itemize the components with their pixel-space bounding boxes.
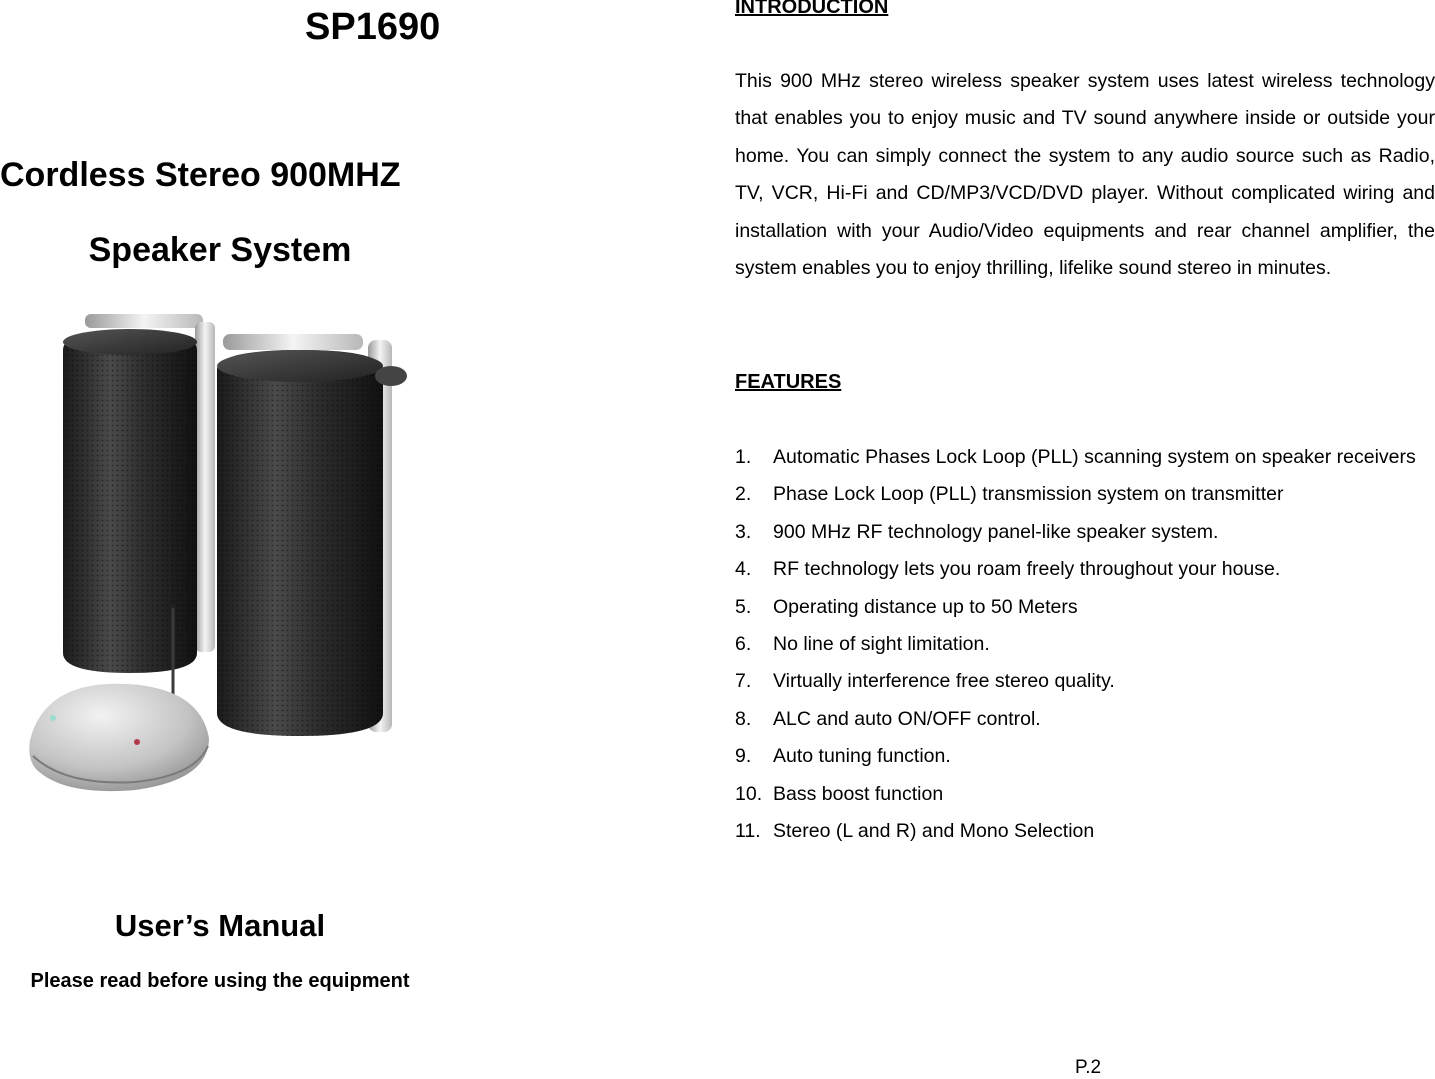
feature-number: 1. [735,446,752,468]
feature-item [735,701,1435,738]
features-list [735,439,1435,850]
feature-item [735,626,1435,663]
introduction-heading: INTRODUCTION [735,0,889,18]
feature-number: 6. [735,633,752,656]
feature-text: ALC and auto ON/OFF control. [773,707,1041,730]
content-page [735,0,1435,1076]
feature-item [735,514,1435,551]
users-manual-title: User’s Manual [114,908,326,943]
feature-number: 5. [735,595,752,618]
feature-text: Bass boost function [773,782,944,805]
feature-text: Auto tuning function. [773,745,951,768]
feature-item [735,663,1435,700]
feature-item [735,738,1435,775]
model-number: SP1690 [305,6,441,48]
product-title-line2: Speaker System [88,231,352,269]
feature-text: RF technology lets you roam freely throughout your house. [773,558,1281,581]
feature-item [735,813,1435,850]
speaker-system-product-image [25,308,420,798]
feature-text: Phase Lock Loop (PLL) transmission system on transmitter [773,483,1284,506]
feature-number: 3. [735,520,752,543]
feature-number: 7. [735,670,752,693]
feature-text: Automatic Phases Lock Loop (PLL) scanning system on speaker receivers [773,446,1416,468]
feature-number: 9. [735,745,752,768]
feature-text: No line of sight limitation. [773,633,990,656]
feature-number: 4. [735,558,752,581]
feature-item [735,439,1435,476]
feature-number: 10. [735,782,763,805]
feature-text: 900 MHz RF technology panel-like speaker system. [773,520,1219,543]
product-title-line1: Cordless Stereo 900MHZ [0,156,401,194]
feature-item [735,776,1435,813]
feature-number: 8. [735,707,752,730]
cover-page [0,0,700,1076]
feature-text: Operating distance up to 50 Meters [773,595,1078,618]
feature-text: Virtually interference free stereo quality. [773,670,1115,693]
features-heading: FEATURES [735,371,842,393]
feature-text: Stereo (L and R) and Mono Selection [773,820,1095,843]
page-number: P.2 [1075,1057,1102,1078]
feature-number: 11. [735,820,761,843]
feature-item [735,476,1435,513]
feature-item [735,589,1435,626]
introduction-paragraph: This 900 MHz stereo wireless speaker system uses latest wireless technology that enables you to enjoy music and TV sound anywhere inside or outside your home. You can simply connect the system to any audio source such as Radio, TV, VCR, Hi-Fi and CD/MP3/VCD/DVD player. Without complicated wiring and installation with your Audio/Video equipments and rear channel amplifier, the system enables you to enjoy thrilling, lifelike sound stereo in minutes. [735,70,1435,280]
read-before-use-note: Please read before using the equipment [30,970,410,992]
feature-number: 2. [735,483,752,506]
feature-item [735,551,1435,588]
